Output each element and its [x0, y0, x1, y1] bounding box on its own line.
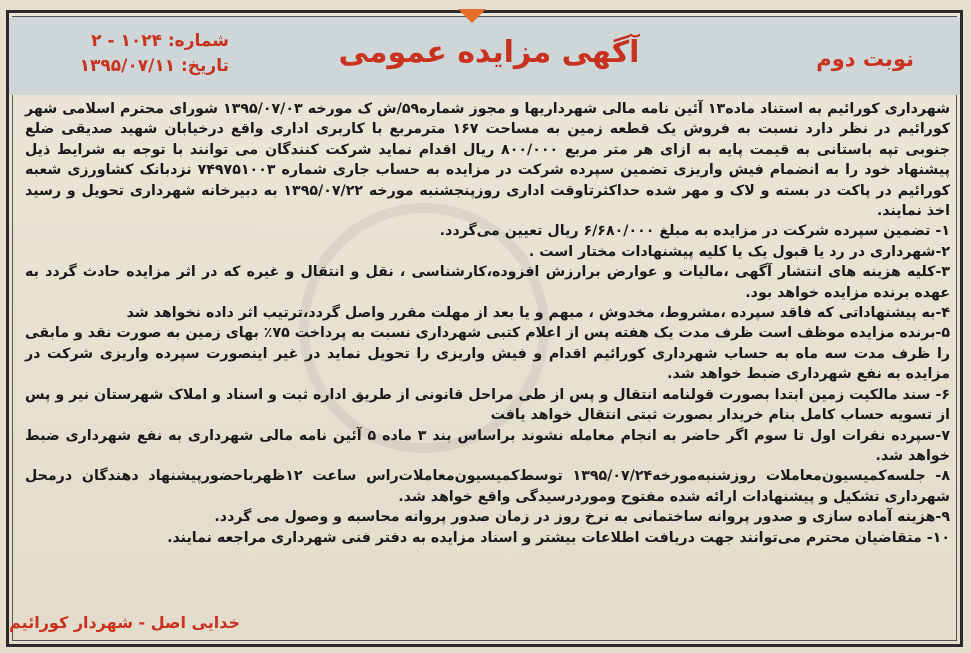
condition-item-6: ۶- سند مالکیت زمین ابتدا بصورت قولنامه انتقال و پس از طی مراحل قانونی از طریق اداره ثبت و اسناد و املاک شهرستان نیر و پس از تسویه حساب کامل بنام خریدار بصورت ثبتی انتقال خواهد یافت: [25, 386, 950, 424]
notice-number: [39, 29, 229, 54]
notice-reference: [39, 29, 229, 79]
auction-notice: [6, 10, 963, 647]
condition-item-4: ۴-به پیشنهاداتی که فاقد سپرده ،مشروط، مخدوش ، مبهم و یا بعد از مهلت مقرر واصل گردد،ترتیب اثر داده نخواهد شد: [126, 305, 950, 322]
mayor-signature: خدایی اصل - شهردار کورائیم: [9, 613, 240, 632]
condition-item-10: ۱۰- متقاضیان محترم می‌توانند جهت دریافت اطلاعات بیشتر و اسناد مزایده به دفتر فنی شهرداری مراجعه نمایند.: [167, 529, 950, 546]
condition-item-5: ۵-برنده مزایده موظف است ظرف مدت یک هفته پس از اعلام کتبی شهرداری نسبت به پرداخت ۷۵٪ بهای زمین به صورت نقد و مابقی را ظرف مدت سه ماه به حساب شهرداری کورائیم اقدام و فیش واریزی را تحویل نماید در غیر اینصورت سپرده واریزی شرکت در مزایده به نفع شهرداری ضبط خواهد شد.: [25, 325, 950, 383]
number-value: ۱۰۲۴ - ۲: [91, 31, 162, 51]
condition-item-1: ۱- تضمین سپرده شرکت در مزایده به مبلغ ۶/۶۸۰/۰۰۰ ریال تعیین می‌گردد.: [439, 223, 950, 240]
publication-round: نوبت دوم: [816, 47, 914, 71]
condition-item-2: ۲-شهرداری در رد یا قبول یک یا کلیه پیشنهادات مختار است .: [528, 243, 950, 260]
number-label: شماره:: [167, 31, 229, 51]
notice-header: [9, 17, 960, 95]
intro-paragraph: شهرداری کورائیم به استناد ماده۱۳ آئین نامه مالی شهرداریها و مجوز شماره۵۹/ش ک مورخه ۱۳۹۵/۰۷/۰۳ شورای محترم اسلامی شهر کورائیم در نظر دارد نسبت به فروش یک قطعه زمین به مساحت ۱۶۷ مترمربع با کاربری اداری واقع درخیابان شهید صدیقی ضلع جنوبی تپه باستانی به قیمت پایه به ازای هر متر مربع ۸۰۰/۰۰۰ ریال اقدام نماید شرکت کنندگان می توانند با توجه به شرایط ذیل پیشنهاد خود را به انضمام فیش واریزی تضمین سپرده شرکت در مزایده به حساب جاری شماره ۷۴۹۷۵۱۰۰۳ نزدبانک کشاورزی شعبه کورائیم در پاکت در بسته و لاک و مهر شده حداکثرتاوقت اداری روزپنجشنبه مورخه ۱۳۹۵/۰۷/۲۲ به دبیرخانه شهرداری تحویل و رسید اخذ نمایند.: [25, 101, 951, 220]
date-value: ۱۳۹۵/۰۷/۱۱: [79, 56, 176, 76]
condition-item-9: ۹-هزینه آماده سازی و صدور پروانه ساختمانی به نرخ روز در زمان صدور پروانه محاسبه و وصول می گردد.: [214, 509, 950, 526]
condition-item-3: ۳-کلیه هزینه های انتشار آگهی ،مالیات و عوارض برارزش افزوده،کارشناسی ، نقل و انتقال و غیره که در اثر مزایده حادث گردد به عهده برنده مزایده خواهد بود.: [25, 264, 950, 301]
condition-item-8: ۸- جلسه‌کمیسیون‌معاملات روزشنبه‌مورخه۱۳۹۵/۰۷/۲۴ توسط‌کمیسیون‌معاملات‌راس ساعت ۱۲ظهرباحضورپیشنهاد دهندگان درمحل شهرداری تشکیل و پیشنهادات ارائه شده مفتوح وموردرسیدگی واقع خواهد شد.: [25, 468, 950, 505]
notice-title: آگهی مزایده عمومی: [338, 35, 640, 70]
date-label: تاریخ:: [181, 56, 229, 76]
condition-item-7: ۷-سپرده نفرات اول تا سوم اگر حاضر به انجام معامله نشوند براساس بند ۳ ماده ۵ آئین نامه مالی شهرداری به نفع شهرداری ضبط خواهد شد.: [25, 427, 950, 464]
notice-body: [25, 99, 950, 548]
triangle-marker-icon: [458, 9, 486, 23]
notice-date: [39, 54, 229, 79]
